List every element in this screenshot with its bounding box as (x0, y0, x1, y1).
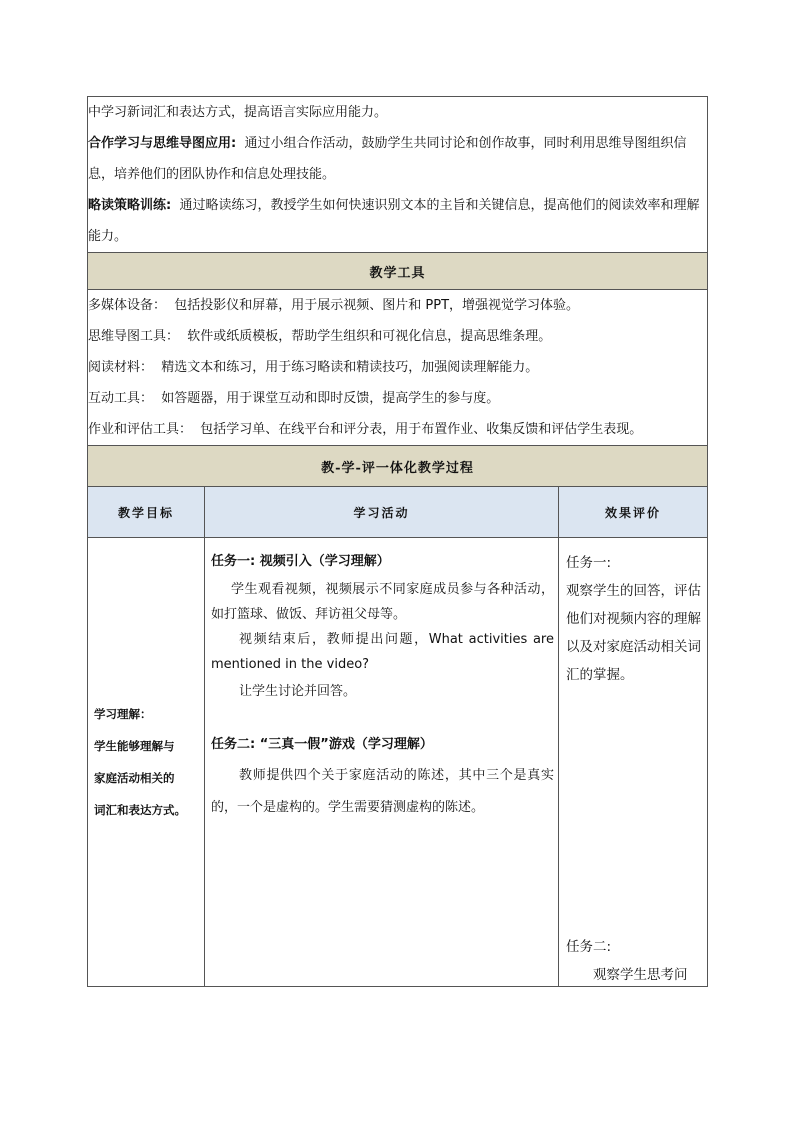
tool-label: 思维导图工具： (88, 329, 180, 344)
tool-item (88, 414, 707, 445)
tools-heading-row (88, 253, 708, 290)
goal-line: 学生能够理解与 (94, 739, 175, 753)
column-header-row (88, 487, 708, 538)
strategy-cooperative-learning (88, 128, 707, 190)
column-header-evaluation: 效果评价 (559, 487, 708, 538)
tools-cell (88, 290, 708, 446)
tool-item (88, 321, 707, 352)
strategy-text: 通过小组合作活动，鼓励学生共同讨论和创作故事，同时利用思维导图组织信息，培养他们的团队协作和信息处理技能。 (88, 136, 687, 182)
strategies-row (88, 97, 708, 253)
tool-text: 精选文本和练习，用于练习略读和精读技巧，加强阅读理解能力。 (161, 360, 539, 375)
goal-line: 词汇和表达方式。 (94, 803, 186, 817)
task1-title: 任务一: 视频引入（学习理解） (211, 554, 390, 569)
tool-text: 软件或纸质模板，帮助学生组织和可视化信息，提高思维条理。 (187, 329, 552, 344)
column-header-goals: 教学目标 (88, 487, 205, 538)
eval-task2-label: 任务二: (566, 939, 612, 955)
spacer (211, 704, 554, 734)
strategy-title: 合作学习与思维导图应用: (88, 136, 237, 151)
tool-label: 作业和评估工具： (88, 422, 193, 437)
tool-label: 阅读材料： (88, 360, 154, 375)
eval-task2-text: 观察学生思考问 (593, 967, 688, 983)
goal-title: 学习理解： (94, 707, 152, 721)
tool-item (88, 383, 707, 414)
task1-paragraph: 让学生讨论并回答。 (239, 684, 357, 699)
tools-row (88, 290, 708, 446)
process-content-row (88, 538, 708, 987)
strategy-title: 略读策略训练: (88, 198, 172, 213)
strategy-text: 通过略读练习，教授学生如何快速识别文本的主旨和关键信息，提高他们的阅读效率和理解能力。 (88, 198, 700, 244)
strategy-skimming (88, 190, 707, 252)
lesson-plan-table (87, 96, 708, 987)
tool-text: 包括投影仪和屏幕，用于展示视频、图片和 PPT，增强视觉学习体验。 (174, 298, 580, 313)
tool-item (88, 290, 707, 321)
process-heading: 教-学-评一体化教学过程 (88, 446, 708, 487)
task1-paragraph: 学生观看视频，视频展示不同家庭成员参与各种活动，如打篮球、做饭、拜访祖父母等。 (211, 582, 554, 622)
process-heading-row (88, 446, 708, 487)
intro-continuation: 中学习新词汇和表达方式，提高语言实际应用能力。 (88, 105, 388, 120)
tools-heading: 教学工具 (88, 253, 708, 290)
goal-line: 家庭活动相关的 (94, 771, 175, 785)
tool-text: 包括学习单、在线平台和评分表，用于布置作业、收集反馈和评估学生表现。 (200, 422, 643, 437)
column-header-activities: 学习活动 (205, 487, 559, 538)
eval-task1-text: 观察学生的回答，评估他们对视频内容的理解以及对家庭活动相关词汇的掌握。 (566, 583, 701, 683)
tool-item (88, 352, 707, 383)
task1-paragraph: 视频结束后，教师提出问题，What activities are mentioned in the video? (211, 632, 554, 672)
eval-task2-block (566, 933, 702, 989)
tool-label: 多媒体设备： (88, 298, 167, 313)
learning-activities-cell (205, 538, 559, 987)
strategies-cell (88, 97, 708, 253)
task2-title: 任务二: “三真一假”游戏（学习理解） (211, 737, 433, 752)
task2-paragraph: 教师提供四个关于家庭活动的陈述，其中三个是真实的，一个是虚构的。学生需要猜测虚构的陈述。 (211, 768, 554, 815)
tool-text: 如答题器，用于课堂互动和即时反馈，提高学生的参与度。 (161, 391, 500, 406)
eval-task1-label: 任务一: (566, 555, 612, 571)
evaluation-cell (559, 538, 708, 987)
tool-label: 互动工具： (88, 391, 154, 406)
teaching-goal-cell (88, 538, 205, 987)
